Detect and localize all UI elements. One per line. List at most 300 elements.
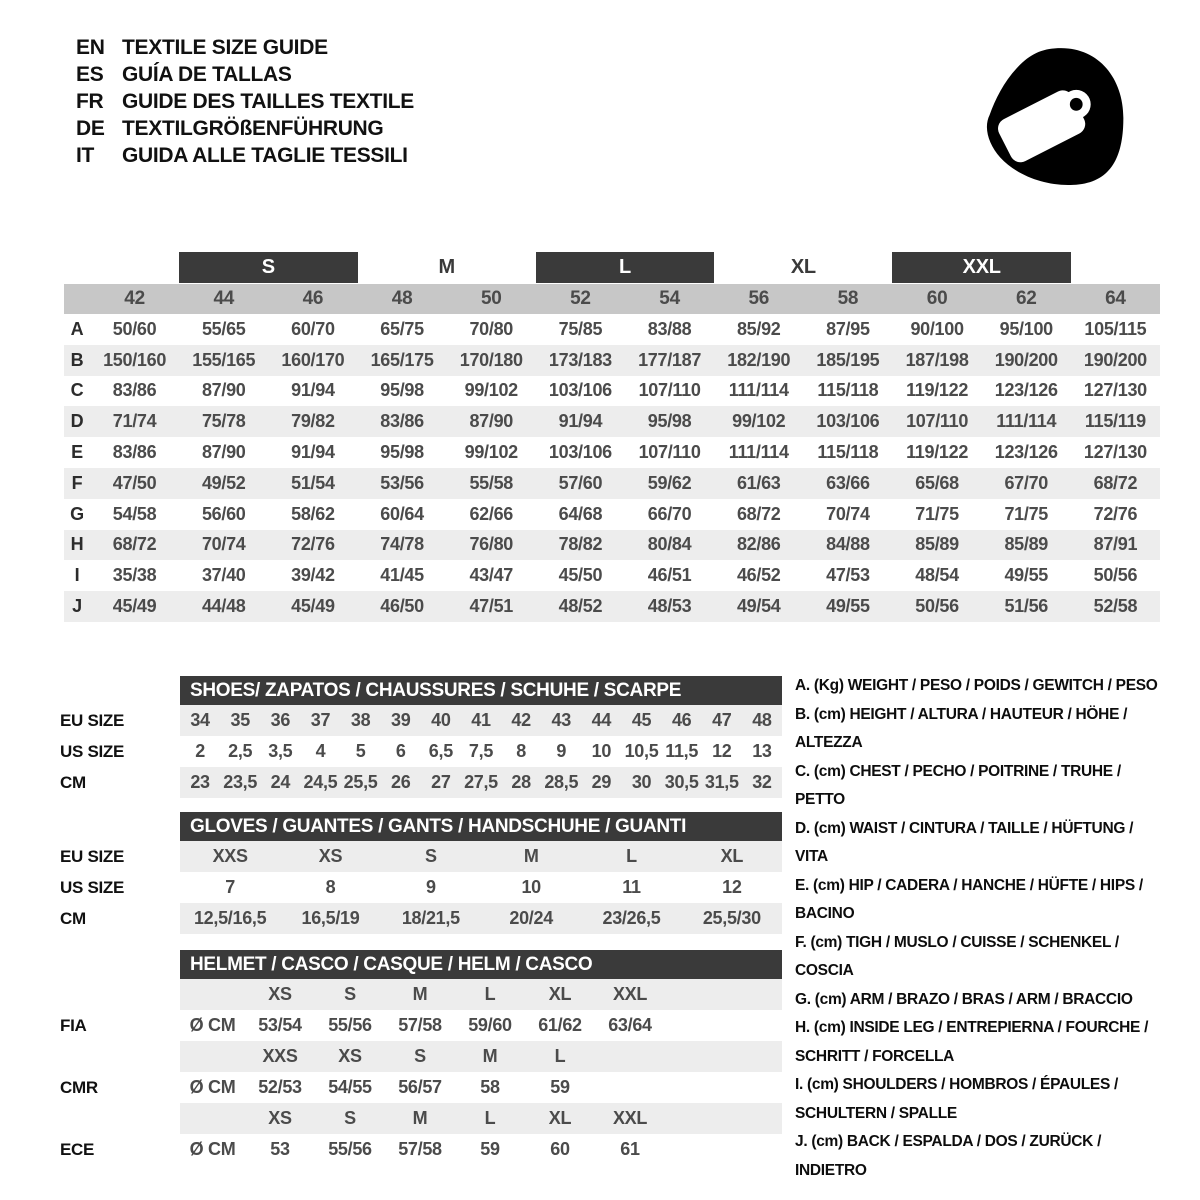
legend-item: E. (cm) HIP / CADERA / HANCHE / HÜFTE / HIPS / BACINO — [795, 876, 1143, 922]
measure-value: 51/56 — [1004, 596, 1049, 617]
size-band-s: S — [179, 252, 357, 283]
measure-letter: A — [70, 318, 84, 339]
row-label: US SIZE — [60, 741, 125, 761]
measure-value: 111/114 — [728, 380, 789, 401]
helmet-size-label: XXL — [612, 984, 648, 1004]
measure-value: 85/92 — [736, 318, 781, 339]
helmet-size-label: L — [554, 1046, 566, 1066]
numeric-size: 42 — [124, 288, 145, 309]
measure-value: 52/58 — [1093, 596, 1138, 617]
size-value: 28 — [511, 772, 531, 792]
helmet-size-label: S — [344, 1108, 356, 1128]
measure-value: 47/51 — [469, 596, 514, 617]
measure-value: 71/74 — [112, 411, 157, 432]
size-value: 5 — [355, 741, 366, 761]
helmet-size-label: XS — [268, 1108, 292, 1128]
row-values — [180, 705, 782, 736]
size-value: 39 — [391, 710, 411, 730]
table-row — [64, 314, 1160, 345]
row-values — [180, 1134, 782, 1165]
measure-value: 49/54 — [736, 596, 781, 617]
measure-value: 127/130 — [1083, 380, 1147, 401]
table-row — [60, 1010, 782, 1041]
size-band-xxl: XXL — [892, 252, 1070, 283]
size-value: 12 — [712, 741, 732, 761]
table-row — [64, 499, 1160, 530]
table-row — [60, 1072, 782, 1103]
measure-value: 50/60 — [112, 318, 157, 339]
helmet-size-value: 53/54 — [258, 1015, 302, 1035]
measure-value: 99/102 — [464, 442, 518, 463]
measure-value: 74/78 — [380, 534, 424, 555]
legend-item: H. (cm) INSIDE LEG / ENTREPIERNA / FOURCHE / SCHRITT / FORCELLA — [795, 1019, 1149, 1065]
measure-value: 99/102 — [732, 411, 786, 432]
size-value: 46 — [671, 710, 692, 730]
size-band-xl: XL — [790, 256, 816, 278]
size-value: 26 — [391, 772, 411, 792]
size-value: 16,5/19 — [301, 908, 360, 928]
unit-label: Ø CM — [189, 1139, 236, 1159]
measure-value: 68/72 — [736, 503, 781, 524]
measure-value: 111/114 — [996, 411, 1057, 432]
unit-spacer — [180, 979, 245, 1010]
standard-label: CMR — [60, 1077, 98, 1097]
size-value: 4 — [315, 741, 326, 761]
unit-spacer — [180, 1041, 245, 1072]
helmet-size-label: XS — [268, 984, 292, 1004]
row-label-spacer — [64, 284, 90, 314]
size-value: 30,5 — [664, 772, 699, 792]
measure-letter: F — [71, 472, 83, 493]
size-value: 7 — [225, 877, 236, 897]
legend-item: D. (cm) WAIST / CINTURA / TAILLE / HÜFTUNG / VITA — [795, 819, 1134, 865]
numeric-size: 50 — [480, 288, 502, 309]
numeric-size: 58 — [837, 288, 859, 309]
standard-label: FIA — [60, 1015, 87, 1035]
size-value: 12,5/16,5 — [193, 908, 267, 928]
size-value: 20/24 — [509, 908, 553, 928]
size-band-m: M — [438, 256, 455, 278]
measure-value: 165/175 — [370, 349, 434, 370]
measure-value: 99/102 — [464, 380, 518, 401]
helmet-size-label: XXS — [262, 1046, 298, 1066]
measure-letter: C — [70, 380, 84, 401]
size-value: 34 — [190, 710, 210, 730]
measure-value: 95/98 — [380, 380, 424, 401]
measure-value: 173/183 — [548, 349, 612, 370]
measure-value: 72/76 — [291, 534, 335, 555]
measure-value: 70/74 — [826, 503, 870, 524]
size-value: 35 — [230, 710, 250, 730]
row-values — [180, 1010, 782, 1041]
row-values — [180, 903, 782, 934]
measure-value: 150/160 — [103, 349, 167, 370]
measure-value: 48/52 — [558, 596, 603, 617]
language-code: IT — [76, 144, 95, 167]
size-value: 25,5 — [343, 772, 378, 792]
helmet-size-value: 57/58 — [398, 1015, 442, 1035]
measure-value: 103/106 — [548, 442, 612, 463]
helmet-size-label: XL — [548, 1108, 572, 1128]
size-value: 23,5 — [223, 772, 258, 792]
unit-label: Ø CM — [189, 1015, 236, 1035]
measure-value: 87/90 — [201, 442, 246, 463]
measure-value: 80/84 — [647, 534, 692, 555]
measure-value: 60/70 — [291, 318, 335, 339]
helmet-size-value: 55/56 — [328, 1139, 372, 1159]
size-value: 8 — [325, 877, 336, 897]
size-value: S — [424, 846, 437, 866]
measure-value: 95/98 — [647, 411, 692, 432]
guide-title: TEXTILGRÖßENFÜHRUNG — [122, 117, 384, 140]
numeric-size: 64 — [1105, 288, 1126, 309]
table-row — [60, 736, 782, 767]
size-value: 48 — [752, 710, 772, 730]
measure-value: 90/100 — [910, 318, 964, 339]
measure-value: 127/130 — [1083, 442, 1147, 463]
helmet-size-label: L — [484, 1108, 496, 1128]
size-value: 25,5/30 — [702, 908, 761, 928]
measure-value: 50/56 — [915, 596, 959, 617]
size-value: XXS — [212, 846, 248, 866]
size-value: 18/21,5 — [401, 908, 460, 928]
guide-title: GUIDE DES TAILLES TEXTILE — [122, 90, 414, 113]
footwear-gloves-helmet-tables — [60, 676, 782, 1165]
measure-value: 185/195 — [816, 349, 880, 370]
size-value: 38 — [350, 710, 371, 730]
measure-value: 45/49 — [291, 596, 335, 617]
measure-value: 115/118 — [817, 380, 879, 401]
measure-value: 49/52 — [201, 472, 246, 493]
language-code: ES — [76, 63, 104, 86]
measure-value: 63/66 — [826, 472, 870, 493]
legend-item: J. (cm) BACK / ESPALDA / DOS / ZURÜCK / INDIETRO — [795, 1133, 1102, 1179]
size-value: 47 — [712, 710, 732, 730]
measure-value: 82/86 — [736, 534, 781, 555]
helmet-size-value: 63/64 — [608, 1015, 652, 1035]
measure-value: 91/94 — [291, 442, 335, 463]
row-label: EU SIZE — [60, 710, 125, 730]
numeric-size: 60 — [926, 288, 948, 309]
gloves-table-title: GLOVES / GUANTES / GANTS / HANDSCHUHE / GUANTI — [180, 812, 782, 841]
measure-value: 75/85 — [558, 318, 603, 339]
standard-label: ECE — [60, 1139, 95, 1159]
row-label: CM — [60, 908, 86, 928]
size-value: 9 — [556, 741, 567, 761]
measure-value: 45/49 — [112, 596, 157, 617]
table-row — [60, 767, 782, 798]
row-label-spacer — [60, 1041, 180, 1072]
size-value: 12 — [722, 877, 742, 897]
table-row — [60, 1134, 782, 1165]
measure-value: 37/40 — [201, 565, 246, 586]
measure-value: 53/56 — [380, 472, 424, 493]
size-value: 23 — [190, 772, 210, 792]
measure-letter: I — [74, 565, 80, 586]
size-value: 29 — [591, 772, 612, 792]
numeric-size: 54 — [659, 288, 680, 309]
measure-value: 65/75 — [380, 318, 424, 339]
helmet-size-value: 56/57 — [398, 1077, 442, 1097]
helmet-size-label: M — [482, 1046, 498, 1066]
measure-value: 87/91 — [1093, 534, 1138, 555]
size-band-l: L — [536, 252, 714, 283]
measure-letter: E — [71, 442, 83, 463]
measure-value: 68/72 — [1093, 472, 1138, 493]
legend-item: C. (cm) CHEST / PECHO / POITRINE / TRUHE / PETTO — [795, 762, 1121, 808]
measure-value: 115/119 — [1084, 411, 1146, 432]
measure-value: 45/50 — [558, 565, 603, 586]
measure-value: 85/89 — [1004, 534, 1049, 555]
unit-spacer — [180, 1103, 245, 1134]
measure-value: 85/89 — [915, 534, 959, 555]
helmet-size-value: 52/53 — [258, 1077, 302, 1097]
helmet-table-title: HELMET / CASCO / CASQUE / HELM / CASCO — [180, 950, 782, 979]
measure-value: 78/82 — [558, 534, 603, 555]
measure-value: 83/88 — [647, 318, 692, 339]
measure-value: 64/68 — [558, 503, 603, 524]
helmet-size-label: S — [414, 1046, 426, 1066]
language-code: EN — [76, 36, 105, 59]
measure-value: 91/94 — [558, 411, 603, 432]
measure-value: 84/88 — [826, 534, 870, 555]
size-value: 24,5 — [303, 772, 338, 792]
measure-value: 123/126 — [994, 380, 1058, 401]
table-row — [60, 979, 782, 1010]
helmet-size-value: 59 — [480, 1139, 500, 1159]
measure-value: 67/70 — [1004, 472, 1049, 493]
measurement-legend — [795, 672, 1167, 1185]
size-value: 23/26,5 — [602, 908, 661, 928]
size-value: 30 — [631, 772, 652, 792]
helmet-size-value: 57/58 — [398, 1139, 442, 1159]
helmet-icon — [982, 38, 1134, 198]
helmet-size-header — [180, 979, 782, 1010]
measure-value: 41/45 — [380, 565, 424, 586]
helmet-size-label: L — [484, 984, 496, 1004]
textile-measure-rows — [64, 314, 1160, 622]
measure-value: 79/82 — [291, 411, 335, 432]
measure-value: 66/70 — [647, 503, 692, 524]
language-title-row — [76, 88, 414, 115]
measure-value: 39/42 — [291, 565, 335, 586]
legend-item: I. (cm) SHOULDERS / HOMBROS / ÉPAULES / SCHULTERN / SPALLE — [795, 1076, 1119, 1122]
measure-value: 71/75 — [1004, 503, 1049, 524]
measure-value: 105/115 — [1084, 318, 1147, 339]
table-row — [60, 872, 782, 903]
measure-value: 170/180 — [459, 349, 523, 370]
size-value: 41 — [471, 710, 491, 730]
measure-value: 51/54 — [291, 472, 335, 493]
measure-value: 70/80 — [469, 318, 514, 339]
numeric-size: 48 — [391, 288, 413, 309]
size-value: 2 — [195, 741, 205, 761]
helmet-size-value: 59 — [550, 1077, 570, 1097]
table-row — [64, 345, 1160, 376]
helmet-size-value: 58 — [480, 1077, 500, 1097]
table-row — [64, 530, 1160, 561]
helmet-size-value: 60 — [550, 1139, 570, 1159]
measure-value: 70/74 — [201, 534, 246, 555]
table-row — [60, 1041, 782, 1072]
measure-value: 182/190 — [727, 349, 791, 370]
language-title-row — [76, 61, 414, 88]
size-value: 2,5 — [228, 741, 253, 761]
helmet-size-value: 61 — [620, 1139, 640, 1159]
measure-value: 75/78 — [201, 411, 246, 432]
row-values — [180, 872, 782, 903]
measure-value: 47/50 — [112, 472, 157, 493]
measure-value: 87/90 — [201, 380, 246, 401]
measure-value: 111/114 — [728, 442, 789, 463]
measure-value: 107/110 — [638, 380, 701, 401]
size-value: XS — [318, 846, 343, 866]
measure-value: 54/58 — [112, 503, 157, 524]
measure-value: 56/60 — [201, 503, 246, 524]
size-value: 31,5 — [704, 772, 739, 792]
shoes-table — [60, 676, 782, 798]
language-title-row — [76, 115, 414, 142]
measure-value: 60/64 — [380, 503, 424, 524]
row-label-spacer — [60, 1103, 180, 1134]
measure-value: 83/86 — [380, 411, 424, 432]
measure-value: 123/126 — [994, 442, 1058, 463]
helmet-size-value: 53 — [270, 1139, 290, 1159]
size-value: 36 — [270, 710, 291, 730]
measure-value: 48/53 — [647, 596, 692, 617]
measure-value: 59/62 — [647, 472, 692, 493]
measure-letter: B — [70, 349, 84, 370]
size-value: 32 — [752, 772, 772, 792]
size-value: 40 — [431, 710, 451, 730]
measure-value: 57/60 — [558, 472, 603, 493]
measure-value: 71/75 — [915, 503, 959, 524]
size-band-row — [64, 252, 1160, 283]
guide-title: GUIDA ALLE TAGLIE TESSILI — [122, 144, 408, 167]
size-value: 3,5 — [268, 741, 293, 761]
measure-value: 107/110 — [906, 411, 969, 432]
measure-value: 95/100 — [999, 318, 1053, 339]
size-value: 11 — [622, 877, 641, 897]
numeric-size: 44 — [213, 288, 235, 309]
language-title-row — [76, 142, 414, 169]
size-value: 37 — [310, 710, 331, 730]
measure-value: 115/118 — [817, 442, 879, 463]
measure-value: 47/53 — [826, 565, 870, 586]
language-code: FR — [76, 90, 104, 113]
size-value: 44 — [591, 710, 612, 730]
helmet-size-label: XL — [548, 984, 572, 1004]
measure-value: 160/170 — [281, 349, 345, 370]
size-value: 27 — [431, 772, 451, 792]
size-value: 6,5 — [428, 741, 453, 761]
measure-letter: H — [70, 534, 84, 555]
measure-value: 50/56 — [1093, 565, 1138, 586]
table-row — [64, 376, 1160, 407]
measure-letter: D — [70, 411, 84, 432]
measure-value: 46/50 — [380, 596, 424, 617]
size-value: 42 — [511, 710, 531, 730]
numeric-size: 56 — [748, 288, 770, 309]
table-row — [64, 406, 1160, 437]
size-value: 6 — [395, 741, 406, 761]
size-value: 43 — [551, 710, 571, 730]
measure-value: 177/187 — [638, 349, 702, 370]
measure-value: 55/58 — [469, 472, 514, 493]
size-value: 11,5 — [665, 741, 699, 761]
size-value: 45 — [631, 710, 652, 730]
table-row — [60, 841, 782, 872]
legend-item: A. (Kg) WEIGHT / PESO / POIDS / GEWITCH / PESO — [795, 677, 1158, 694]
measure-value: 87/95 — [826, 318, 870, 339]
row-values — [180, 736, 782, 767]
measure-value: 55/65 — [201, 318, 246, 339]
row-label-spacer — [60, 979, 180, 1010]
measure-value: 46/51 — [647, 565, 692, 586]
measure-value: 103/106 — [816, 411, 880, 432]
size-value: 28,5 — [544, 772, 579, 792]
helmet-size-label: M — [412, 984, 428, 1004]
helmet-size-label: M — [412, 1108, 428, 1128]
table-row — [60, 1103, 782, 1134]
shoes-table-title: SHOES/ ZAPATOS / CHAUSSURES / SCHUHE / SCARPE — [180, 676, 782, 705]
measure-value: 49/55 — [826, 596, 870, 617]
measure-value: 119/122 — [906, 380, 969, 401]
size-value: L — [626, 846, 637, 866]
guide-title: GUÍA DE TALLAS — [122, 63, 292, 86]
row-values — [180, 841, 782, 872]
helmet-size-label: S — [344, 984, 356, 1004]
numeric-size: 62 — [1015, 288, 1037, 309]
measure-value: 62/66 — [469, 503, 514, 524]
helmet-size-value: 55/56 — [328, 1015, 372, 1035]
measure-value: 190/200 — [1083, 349, 1147, 370]
table-row — [64, 468, 1160, 499]
row-label: EU SIZE — [60, 846, 125, 866]
row-label: US SIZE — [60, 877, 125, 897]
table-row — [64, 560, 1160, 591]
measure-value: 83/86 — [112, 442, 157, 463]
measure-value: 49/55 — [1004, 565, 1049, 586]
textile-size-table — [64, 252, 1160, 622]
measure-value: 187/198 — [905, 349, 969, 370]
measure-value: 72/76 — [1093, 503, 1138, 524]
helmet-size-label: XXL — [612, 1108, 648, 1128]
size-value: 13 — [752, 741, 772, 761]
size-value: 10,5 — [624, 741, 659, 761]
measure-value: 61/63 — [736, 472, 781, 493]
measure-value: 65/68 — [915, 472, 959, 493]
legend-item: G. (cm) ARM / BRAZO / BRAS / ARM / BRACCIO — [795, 990, 1133, 1008]
size-value: XL — [720, 846, 744, 866]
measure-value: 58/62 — [291, 503, 335, 524]
measure-value: 76/80 — [469, 534, 514, 555]
size-value: 9 — [425, 877, 436, 897]
legend-item: B. (cm) HEIGHT / ALTURA / HAUTEUR / HÖHE / ALTEZZA — [795, 705, 1128, 751]
helmet-table — [60, 950, 782, 1165]
size-value: 10 — [521, 877, 541, 897]
numeric-size: 52 — [570, 288, 591, 309]
guide-title: TEXTILE SIZE GUIDE — [122, 36, 328, 59]
row-label: CM — [60, 772, 86, 792]
row-values — [180, 1072, 782, 1103]
measure-value: 91/94 — [291, 380, 335, 401]
size-value: 7,5 — [468, 741, 494, 761]
gloves-table — [60, 812, 782, 934]
helmet-size-label: XS — [338, 1046, 362, 1066]
table-row — [64, 437, 1160, 468]
measure-value: 190/200 — [994, 349, 1058, 370]
